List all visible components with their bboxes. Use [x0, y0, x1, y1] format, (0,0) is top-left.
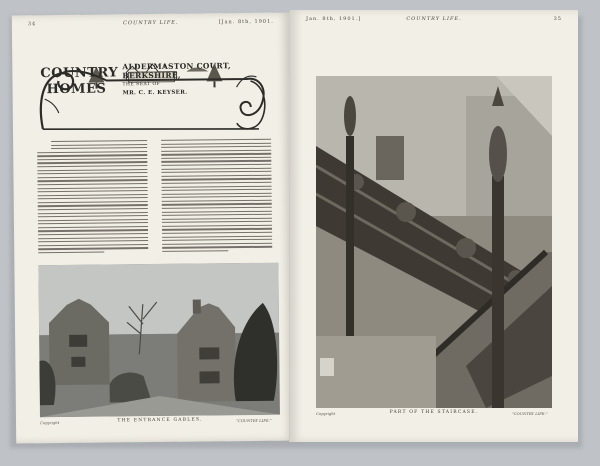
- photo-caption: THE ENTRANCE GABLES.: [117, 417, 203, 424]
- text-line: [38, 208, 148, 210]
- article-column-1: [37, 140, 148, 259]
- text-line: [38, 194, 148, 196]
- article-body-columns: [37, 139, 274, 259]
- masthead-word-homes: HOMES: [46, 81, 107, 98]
- left-page: [12, 13, 294, 444]
- text-line: [161, 171, 271, 173]
- text-line: [51, 147, 147, 149]
- article-column-2: [161, 139, 272, 258]
- text-line: [38, 215, 148, 217]
- text-line: [161, 157, 271, 159]
- text-line: [38, 247, 148, 249]
- text-line: [38, 222, 148, 224]
- text-line: [38, 201, 148, 203]
- text-line: [162, 196, 272, 198]
- text-line: [162, 185, 272, 187]
- text-line: [37, 169, 147, 171]
- article-title: [122, 61, 231, 80]
- text-line: [38, 251, 104, 253]
- text-line: [51, 144, 147, 146]
- text-line: [162, 200, 272, 202]
- text-line: [161, 153, 271, 155]
- text-line: [38, 219, 148, 221]
- text-line: [161, 164, 271, 166]
- text-line: [161, 178, 271, 180]
- text-line: [161, 160, 271, 162]
- text-line: [38, 240, 148, 242]
- text-line: [162, 232, 272, 234]
- text-line: [38, 233, 148, 235]
- photo-credit-magazine: "COUNTRY LIFE.": [512, 411, 548, 416]
- article-title-line1: ALDERMASTON COURT,: [122, 61, 231, 72]
- running-head: COUNTRY LIFE.: [123, 19, 179, 27]
- masthead-word-country: COUNTRY: [40, 65, 119, 82]
- text-line: [162, 225, 272, 227]
- text-line: [37, 176, 147, 178]
- text-line: [38, 237, 148, 239]
- text-line: [162, 192, 272, 194]
- photo-credit-magazine: "COUNTRY LIFE.": [235, 417, 272, 424]
- issue-date: Jan. 8th, 1901.]: [306, 16, 362, 22]
- text-line: [162, 228, 272, 230]
- text-line: [162, 214, 272, 216]
- text-line: [38, 244, 148, 246]
- photo-credit-copyright: Copyright: [40, 419, 60, 426]
- text-line: [162, 182, 272, 184]
- article-owner: MR. C. E. KEYSER.: [122, 89, 188, 97]
- text-line: [162, 246, 272, 248]
- text-line: [161, 142, 271, 144]
- text-line: [161, 146, 271, 148]
- text-line: [162, 217, 272, 219]
- text-line: [38, 226, 148, 228]
- running-head: COUNTRY LIFE.: [406, 16, 462, 22]
- text-line: [38, 183, 148, 185]
- right-page: [290, 10, 578, 442]
- article-title-line2: BERKSHIRE,: [122, 70, 181, 81]
- text-line: [161, 149, 271, 151]
- text-line: [162, 239, 272, 241]
- text-line: [162, 243, 272, 245]
- text-line: [161, 175, 271, 177]
- text-line: [37, 154, 147, 156]
- text-line: [37, 165, 147, 167]
- photo-caption: PART OF THE STAIRCASE.: [389, 410, 479, 415]
- text-line: [38, 204, 148, 206]
- text-line: [162, 207, 272, 209]
- text-line: [162, 250, 228, 252]
- text-line: [161, 139, 271, 141]
- staircase-photo: [316, 76, 552, 408]
- entrance-gables-photo: [38, 263, 280, 418]
- issue-date: [Jan. 8th, 1901.: [218, 18, 274, 26]
- text-line: [162, 210, 272, 212]
- text-line: [37, 158, 147, 160]
- text-line: [162, 203, 272, 205]
- text-line: [162, 221, 272, 223]
- text-line: [38, 212, 148, 214]
- text-line: [51, 140, 147, 142]
- text-line: [37, 151, 147, 153]
- text-line: [38, 190, 148, 192]
- text-line: [38, 230, 148, 232]
- right-page-header: [306, 16, 562, 26]
- article-seat-label: THE SEAT OF: [122, 81, 161, 88]
- text-line: [38, 197, 148, 199]
- text-line: [37, 179, 147, 181]
- photo-credit-copyright: Copyright: [316, 411, 336, 416]
- text-line: [38, 187, 148, 189]
- text-line: [162, 235, 272, 237]
- page-number: 34: [27, 21, 37, 28]
- left-page-header: [28, 19, 274, 32]
- text-line: [161, 167, 271, 169]
- page-number: 35: [553, 16, 562, 22]
- text-line: [37, 172, 147, 174]
- text-line: [162, 189, 272, 191]
- text-line: [37, 162, 147, 164]
